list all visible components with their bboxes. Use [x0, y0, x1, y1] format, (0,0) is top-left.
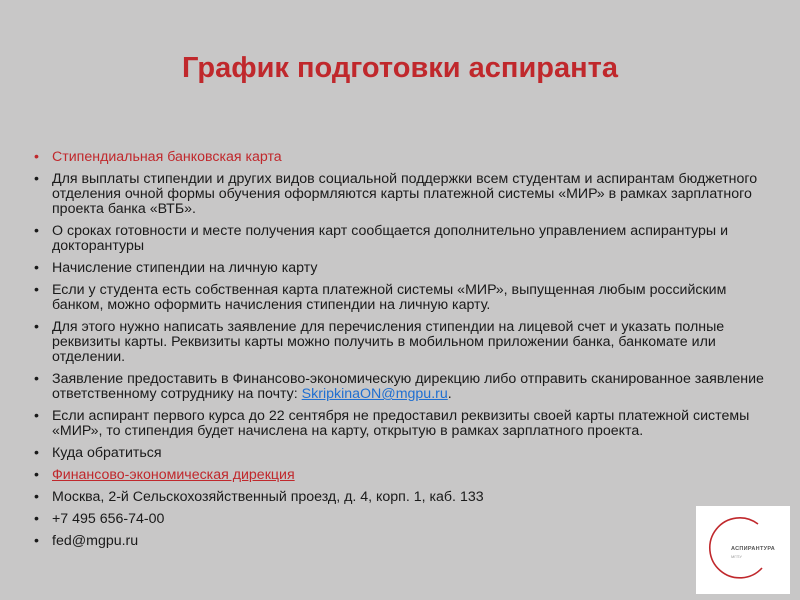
finance-directorate-link[interactable]: Финансово-экономическая дирекция — [52, 467, 295, 483]
bullet-item — [34, 261, 769, 276]
bullet-dot: • — [34, 511, 39, 527]
address-text: Москва, 2-й Сельскохозяйственный проезд, д. 4, корп. 1, каб. 133 — [52, 489, 484, 505]
bullet-item-address — [34, 490, 769, 505]
logo-sub: МГПУ — [731, 554, 742, 559]
bullet-dot: • — [34, 171, 39, 187]
bullet-dot: • — [34, 282, 39, 298]
bullet-dot: • — [34, 260, 39, 276]
bullet-item — [34, 172, 769, 217]
phone-text: +7 495 656-74-00 — [52, 511, 165, 527]
email-link[interactable]: SkripkinaON@mgpu.ru — [301, 386, 448, 402]
aspirantura-logo — [696, 506, 790, 594]
bullet-item-phone — [34, 512, 769, 527]
bullet-item-card-heading — [34, 150, 769, 165]
bullet-item — [34, 224, 769, 254]
bullet-text: Если у студента есть собственная карта платежной системы «МИР», выпущенная любым российским банком, можно оформить начисления стипендии на личную карту. — [52, 282, 727, 313]
bullet-item — [34, 446, 769, 461]
bullet-list — [34, 150, 769, 556]
bullet-text: Стипендиальная банковская карта — [52, 149, 282, 165]
bullet-text: Для выплаты стипендии и других видов социальной поддержки всем студентам и аспирантам бюджетного отделения очной формы обучения оформляются карты платежной системы «МИР» в рамках зарплатного проекта банка «ВТБ». — [52, 171, 758, 217]
bullet-item — [34, 409, 769, 439]
bullet-dot: • — [34, 319, 39, 335]
slide-title: График подготовки аспиранта — [182, 52, 618, 84]
bullet-item-email — [34, 372, 769, 402]
bullet-text: Заявление предоставить в Финансово-экономическую дирекцию либо отправить сканированное заявление ответственному сотруднику на почту: — [52, 371, 764, 402]
bullet-item-contact-email — [34, 534, 769, 549]
bullet-text: Для этого нужно написать заявление для перечисления стипендии на лицевой счет и указать полные реквизиты карты. Реквизиты карты можно получить в мобильном приложении банка, банкомате или отделении. — [52, 319, 725, 365]
bullet-dot: • — [34, 445, 39, 461]
contact-email-text: fed@mgpu.ru — [52, 533, 139, 549]
bullet-dot: • — [34, 371, 39, 387]
bullet-item — [34, 320, 769, 365]
bullet-item-link — [34, 468, 769, 483]
bullet-text: Начисление стипендии на личную карту — [52, 260, 318, 276]
bullet-text: Куда обратиться — [52, 445, 162, 461]
bullet-text-end: . — [447, 386, 452, 402]
bullet-text: Если аспирант первого курса до 22 сентября не предоставил реквизиты своей карты платежной системы «МИР», то стипендия будет начислена на карту, открытую в рамках зарплатного проекта. — [52, 408, 750, 439]
bullet-dot: • — [34, 223, 39, 239]
bullet-dot: • — [34, 489, 39, 505]
bullet-dot: • — [34, 408, 39, 424]
bullet-dot: • — [34, 533, 39, 549]
bullet-dot: • — [34, 467, 39, 483]
bullet-text: О сроках готовности и месте получения карт сообщается дополнительно управлением аспирантуры и докторантуры — [52, 223, 728, 254]
bullet-dot: • — [34, 149, 39, 165]
logo-name: АСПИРАНТУРА — [731, 546, 776, 552]
bullet-item — [34, 283, 769, 313]
